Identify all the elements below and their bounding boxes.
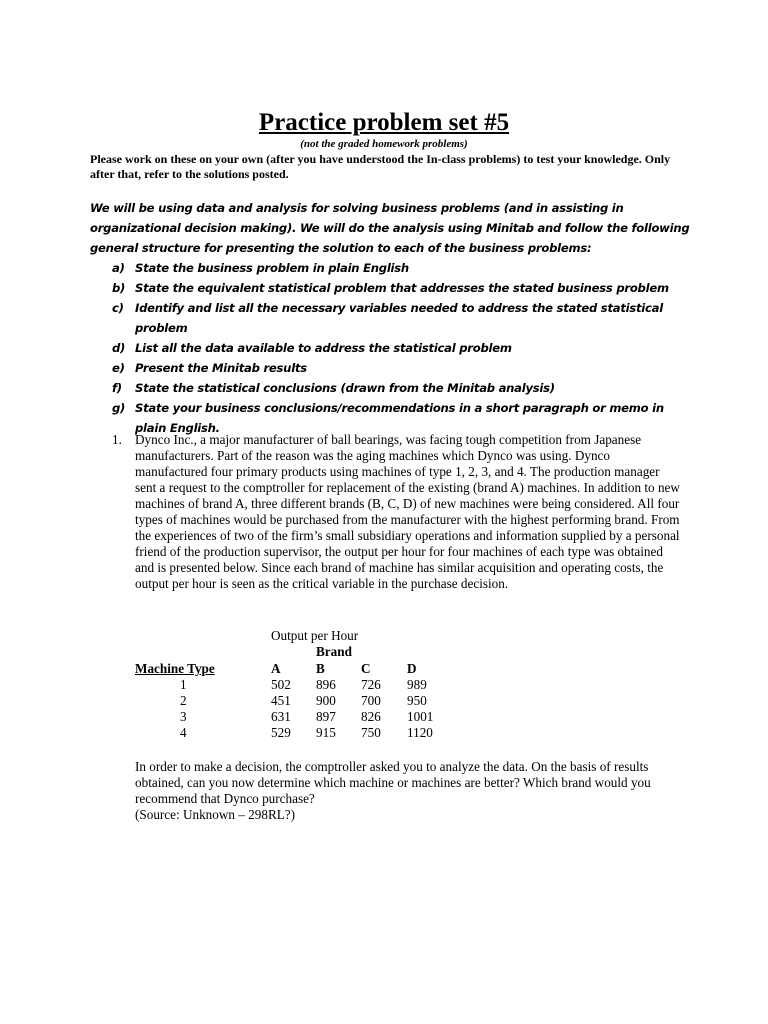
table-cell: 750 xyxy=(361,725,381,740)
problem-statement: Dynco Inc., a major manufacturer of ball bearings, was facing tough competition from Japanese manufacturers. Part of the reason was the aging machines which Dynco was using. Dynco manufactured four primary products using machines of type 1, 2, 3, and 4. The production manager sent a request to the comptroller for replacement of the existing (brand A) machines. In addition to new machines of brand A, three different brands (B, C, D) of new machines were being considered. All four types of machines would be purchased from the manufacturer with the highest performing brand. From the experiences of two of the firm’s small subsidiary operations and information supplied by a personal friend of the production supervisor, the output per hour for four machines of each type was obtained and is presented below. Since each brand of machine has similar acquisition and operating costs, the output per hour is seen as the critical variable in the purchase decision. xyxy=(135,432,680,591)
page-subtitle: (not the graded homework problems) xyxy=(300,138,468,150)
list-item xyxy=(112,298,672,338)
table-cell: 1120 xyxy=(407,725,433,740)
list-marker: f) xyxy=(112,381,122,395)
list-marker: a) xyxy=(112,261,125,275)
problem-number: 1. xyxy=(112,432,122,447)
row-label: 1 xyxy=(180,677,187,692)
list-item xyxy=(112,258,672,278)
table-cell: 896 xyxy=(316,677,336,692)
table-cell: 726 xyxy=(361,677,381,692)
table-cell: 989 xyxy=(407,677,427,692)
list-item xyxy=(112,378,672,398)
instruction-text: Please work on these on your own (after you have understood the In-class problems) to test your knowledge. Only after that, refer to the solutions posted. xyxy=(90,152,671,181)
table-cell: 451 xyxy=(271,693,291,708)
source-note: (Source: Unknown – 298RL?) xyxy=(135,807,296,822)
table-cell: 502 xyxy=(271,677,291,692)
column-header: B xyxy=(316,661,325,676)
table-caption: Output per Hour xyxy=(271,628,359,643)
list-item-text: Identify and list all the necessary variables needed to address the stated statistical problem xyxy=(135,301,663,335)
list-marker: b) xyxy=(112,281,126,295)
table-cell: 826 xyxy=(361,709,381,724)
list-item-text: State the business problem in plain English xyxy=(135,261,409,275)
column-header: A xyxy=(271,661,281,676)
table-cell: 897 xyxy=(316,709,336,724)
row-label: 4 xyxy=(180,725,187,740)
list-item xyxy=(112,278,672,298)
list-item-text: Present the Minitab results xyxy=(135,361,307,375)
table-cell: 915 xyxy=(316,725,336,740)
table-cell: 900 xyxy=(316,693,336,708)
column-header: C xyxy=(361,661,371,676)
page-title: Practice problem set #5 xyxy=(258,109,510,136)
table-cell: 950 xyxy=(407,693,427,708)
intro-paragraph: We will be using data and analysis for solving business problems (and in assisting in organizational decision making). We will do the analysis using Minitab and follow the following general structure for presenting the solution to each of the business problems: xyxy=(90,201,690,255)
table-cell: 631 xyxy=(271,709,291,724)
table-cell: 700 xyxy=(361,693,381,708)
question-text: In order to make a decision, the comptroller asked you to analyze the data. On the basis of results obtained, can you now determine which machine or machines are better? Which brand would you recommend that Dynco purchase? xyxy=(135,759,651,806)
list-item-text: State the statistical conclusions (drawn from the Minitab analysis) xyxy=(135,381,555,395)
list-marker: g) xyxy=(112,401,126,415)
list-item-text: State the equivalent statistical problem that addresses the stated business problem xyxy=(135,281,669,295)
list-marker: e) xyxy=(112,361,125,375)
list-item-text: List all the data available to address the statistical problem xyxy=(135,341,512,355)
table-column-headers xyxy=(271,661,417,677)
closing-question xyxy=(135,759,685,823)
table-cell: 529 xyxy=(271,725,291,740)
list-item xyxy=(112,358,672,378)
column-header: D xyxy=(407,661,417,676)
list-item-text: State your business conclusions/recommendations in a short paragraph or memo in plain English. xyxy=(135,401,664,435)
row-label: 3 xyxy=(180,709,187,724)
list-marker: d) xyxy=(112,341,126,355)
solution-steps-list xyxy=(112,258,672,438)
table-cell: 1001 xyxy=(407,709,434,724)
list-marker: c) xyxy=(112,301,124,315)
row-label: 2 xyxy=(180,693,187,708)
table-row-header: Machine Type xyxy=(135,661,215,676)
table-group-header: Brand xyxy=(316,644,352,659)
list-item xyxy=(112,338,672,358)
